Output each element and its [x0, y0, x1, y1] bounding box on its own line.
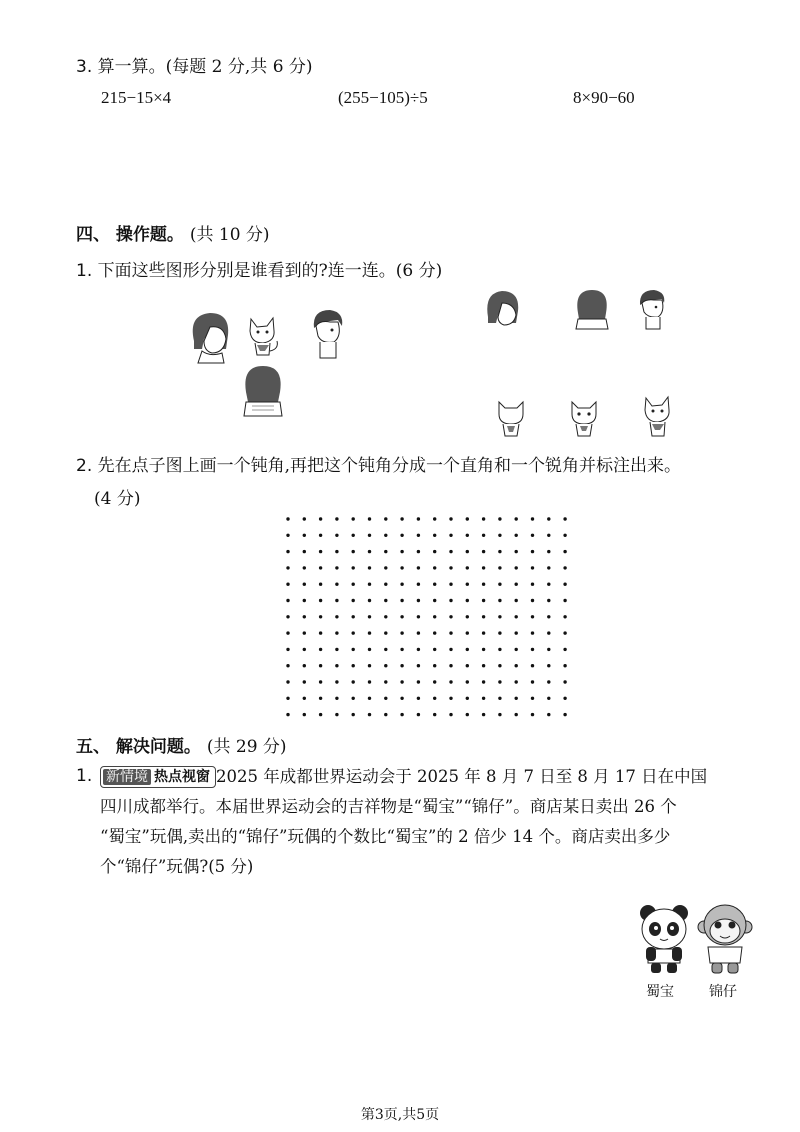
grid-dot[interactable] — [433, 615, 436, 618]
grid-dot[interactable] — [352, 566, 355, 569]
grid-dot[interactable] — [384, 680, 387, 683]
grid-dot[interactable] — [433, 599, 436, 602]
grid-dot[interactable] — [319, 631, 322, 634]
grid-dot[interactable] — [563, 517, 566, 520]
grid-dot[interactable] — [482, 680, 485, 683]
grid-dot[interactable] — [303, 583, 306, 586]
question-number: 3. — [76, 57, 93, 77]
grid-dot[interactable] — [400, 648, 403, 651]
grid-dot[interactable] — [368, 534, 371, 537]
grid-dot[interactable] — [482, 583, 485, 586]
grid-dot[interactable] — [303, 517, 306, 520]
grid-dot[interactable] — [482, 615, 485, 618]
grid-dot[interactable] — [400, 517, 403, 520]
grid-dot[interactable] — [319, 697, 322, 700]
grid-dot[interactable] — [352, 664, 355, 667]
grid-dot[interactable] — [515, 517, 518, 520]
grid-dot[interactable] — [335, 631, 338, 634]
grid-dot[interactable] — [563, 534, 566, 537]
grid-dot[interactable] — [482, 664, 485, 667]
grid-dot[interactable] — [466, 680, 469, 683]
grid-dot[interactable] — [286, 534, 289, 537]
grid-dot[interactable] — [563, 550, 566, 553]
grid-dot[interactable] — [433, 648, 436, 651]
grid-dot[interactable] — [286, 517, 289, 520]
grid-dot[interactable] — [368, 583, 371, 586]
grid-dot[interactable] — [563, 648, 566, 651]
grid-dot[interactable] — [417, 697, 420, 700]
grid-dot[interactable] — [449, 615, 452, 618]
question-line-3: “蜀宝”玩偶,卖出的“锦仔”玩偶的个数比“蜀宝”的 2 倍少 14 个。商店卖出多少 — [100, 827, 671, 846]
grid-dot[interactable] — [466, 631, 469, 634]
expression-3: 8×90−60 — [573, 88, 635, 107]
grid-dot[interactable] — [498, 697, 501, 700]
grid-dot[interactable] — [352, 713, 355, 716]
grid-dot[interactable] — [417, 680, 420, 683]
grid-dot[interactable] — [547, 517, 550, 520]
grid-dot[interactable] — [449, 631, 452, 634]
grid-dot[interactable] — [547, 697, 550, 700]
grid-dot[interactable] — [384, 583, 387, 586]
grid-dot[interactable] — [400, 697, 403, 700]
question-line — [100, 762, 745, 792]
grid-dot[interactable] — [563, 631, 566, 634]
grid-dot[interactable] — [417, 566, 420, 569]
question-number: 1. — [76, 766, 93, 786]
grid-dot[interactable] — [515, 631, 518, 634]
grid-dot[interactable] — [303, 648, 306, 651]
grid-dot[interactable] — [563, 599, 566, 602]
grid-dot[interactable] — [303, 664, 306, 667]
grid-dot[interactable] — [335, 599, 338, 602]
grid-dot[interactable] — [433, 583, 436, 586]
grid-dot[interactable] — [563, 566, 566, 569]
grid-dot[interactable] — [319, 566, 322, 569]
grid-dot[interactable] — [547, 615, 550, 618]
grid-dot[interactable] — [384, 631, 387, 634]
grid-dot[interactable] — [466, 517, 469, 520]
grid-dot[interactable] — [286, 648, 289, 651]
grid-dot[interactable] — [449, 664, 452, 667]
grid-dot[interactable] — [384, 566, 387, 569]
grid-dot[interactable] — [466, 648, 469, 651]
grid-dot[interactable] — [498, 664, 501, 667]
grid-dot[interactable] — [384, 599, 387, 602]
grid-dot[interactable] — [384, 664, 387, 667]
grid-dot[interactable] — [547, 599, 550, 602]
grid-dot[interactable] — [335, 517, 338, 520]
grid-dot[interactable] — [400, 550, 403, 553]
grid-dot[interactable] — [531, 697, 534, 700]
dot-grid[interactable] — [284, 515, 574, 725]
grid-dot[interactable] — [352, 615, 355, 618]
grid-dot[interactable] — [515, 566, 518, 569]
grid-dot[interactable] — [417, 648, 420, 651]
grid-dot[interactable] — [433, 517, 436, 520]
grid-dot[interactable] — [319, 680, 322, 683]
grid-dot[interactable] — [531, 583, 534, 586]
scenario-tag — [100, 766, 216, 788]
grid-dot[interactable] — [368, 697, 371, 700]
grid-dot[interactable] — [547, 534, 550, 537]
section-4-heading — [76, 220, 270, 245]
grid-dot[interactable] — [335, 566, 338, 569]
monkey-mascot-icon — [696, 903, 754, 975]
grid-dot[interactable] — [515, 680, 518, 683]
grid-dot[interactable] — [563, 713, 566, 716]
grid-dot[interactable] — [515, 664, 518, 667]
grid-dot[interactable] — [303, 697, 306, 700]
grid-dot[interactable] — [547, 566, 550, 569]
grid-dot[interactable] — [352, 550, 355, 553]
grid-dot[interactable] — [417, 599, 420, 602]
grid-dot[interactable] — [303, 566, 306, 569]
grid-dot[interactable] — [400, 664, 403, 667]
grid-dot[interactable] — [449, 680, 452, 683]
grid-dot[interactable] — [531, 615, 534, 618]
expression-2: (255−105)÷5 — [338, 88, 428, 107]
grid-dot[interactable] — [417, 631, 420, 634]
grid-dot[interactable] — [531, 566, 534, 569]
grid-dot[interactable] — [482, 697, 485, 700]
grid-dot[interactable] — [449, 713, 452, 716]
grid-dot[interactable] — [417, 583, 420, 586]
grid-dot[interactable] — [482, 599, 485, 602]
grid-dot[interactable] — [319, 664, 322, 667]
grid-dot[interactable] — [352, 534, 355, 537]
section-points: (共 10 分) — [189, 225, 270, 245]
grid-dot[interactable] — [482, 713, 485, 716]
grid-dot[interactable] — [433, 697, 436, 700]
grid-dot[interactable] — [482, 534, 485, 537]
grid-dot[interactable] — [352, 583, 355, 586]
question-text: 算一算。(每题 2 分,共 6 分) — [97, 57, 313, 77]
grid-dot[interactable] — [417, 664, 420, 667]
grid-dot[interactable] — [368, 664, 371, 667]
grid-dot[interactable] — [515, 648, 518, 651]
grid-dot[interactable] — [531, 680, 534, 683]
grid-dot[interactable] — [449, 697, 452, 700]
grid-dot[interactable] — [531, 517, 534, 520]
grid-dot[interactable] — [352, 599, 355, 602]
grid-dot[interactable] — [368, 550, 371, 553]
question-4-1 — [76, 256, 442, 281]
grid-dot[interactable] — [563, 615, 566, 618]
grid-dot[interactable] — [400, 566, 403, 569]
question-3 — [76, 52, 313, 77]
grid-dot[interactable] — [433, 534, 436, 537]
grid-dot[interactable] — [303, 615, 306, 618]
grid-dot[interactable] — [547, 713, 550, 716]
grid-dot[interactable] — [319, 615, 322, 618]
grid-dot[interactable] — [433, 550, 436, 553]
grid-dot[interactable] — [417, 713, 420, 716]
girl-back-view-icon — [572, 287, 612, 331]
grid-dot[interactable] — [466, 583, 469, 586]
grid-dot[interactable] — [286, 713, 289, 716]
grid-dot[interactable] — [433, 680, 436, 683]
grid-dot[interactable] — [319, 583, 322, 586]
grid-dot[interactable] — [286, 697, 289, 700]
grid-dot[interactable] — [449, 648, 452, 651]
question-text: 下面这些图形分别是谁看到的?连一连。(6 分) — [97, 261, 443, 281]
grid-dot[interactable] — [384, 697, 387, 700]
page-footer: 第3页,共5页 — [360, 1107, 440, 1123]
cat-back-view-icon — [493, 396, 529, 440]
girl-back-view-icon — [238, 362, 288, 418]
grid-dot[interactable] — [482, 517, 485, 520]
question-number: 2. — [76, 456, 93, 476]
grid-dot[interactable] — [433, 713, 436, 716]
question-line-2: 四川成都举行。本届世界运动会的吉祥物是“蜀宝”“锦仔”。商店某日卖出 26 个 — [100, 797, 677, 816]
grid-dot[interactable] — [531, 534, 534, 537]
mascot-label-shubao: 蜀宝 — [646, 984, 674, 1000]
grid-dot[interactable] — [482, 566, 485, 569]
grid-dot[interactable] — [286, 680, 289, 683]
grid-dot[interactable] — [319, 550, 322, 553]
grid-dot[interactable] — [433, 631, 436, 634]
grid-dot[interactable] — [352, 631, 355, 634]
grid-dot[interactable] — [368, 631, 371, 634]
question-5-1-text — [100, 762, 745, 882]
grid-dot[interactable] — [286, 599, 289, 602]
grid-dot[interactable] — [466, 664, 469, 667]
grid-dot[interactable] — [319, 713, 322, 716]
grid-dot[interactable] — [352, 648, 355, 651]
grid-dot[interactable] — [563, 697, 566, 700]
mascot-label-jinzai: 锦仔 — [709, 984, 737, 1000]
grid-dot[interactable] — [368, 713, 371, 716]
question-line-1: 2025 年成都世界运动会于 2025 年 8 月 7 日至 8 月 17 日在中国 — [216, 767, 708, 786]
grid-dot[interactable] — [335, 615, 338, 618]
grid-dot[interactable] — [286, 664, 289, 667]
grid-dot[interactable] — [303, 599, 306, 602]
question-text: 先在点子图上画一个钝角,再把这个钝角分成一个直角和一个锐角并标注出来。 — [97, 456, 682, 476]
grid-dot[interactable] — [384, 534, 387, 537]
grid-dot[interactable] — [563, 664, 566, 667]
grid-dot[interactable] — [319, 599, 322, 602]
grid-dot[interactable] — [466, 615, 469, 618]
grid-dot[interactable] — [335, 664, 338, 667]
grid-dot[interactable] — [466, 550, 469, 553]
grid-dot[interactable] — [498, 550, 501, 553]
grid-dot[interactable] — [547, 631, 550, 634]
grid-dot[interactable] — [449, 534, 452, 537]
grid-dot[interactable] — [515, 534, 518, 537]
grid-dot[interactable] — [433, 664, 436, 667]
expression-1: 215−15×4 — [101, 88, 172, 107]
grid-dot[interactable] — [352, 680, 355, 683]
grid-dot[interactable] — [319, 648, 322, 651]
grid-dot[interactable] — [368, 599, 371, 602]
grid-dot[interactable] — [303, 713, 306, 716]
grid-dot[interactable] — [352, 517, 355, 520]
grid-dot[interactable] — [531, 648, 534, 651]
grid-dot[interactable] — [498, 615, 501, 618]
grid-dot[interactable] — [400, 534, 403, 537]
hot-topic-label: 热点视窗 — [154, 769, 210, 785]
grid-dot[interactable] — [368, 566, 371, 569]
grid-dot[interactable] — [531, 664, 534, 667]
grid-dot[interactable] — [384, 713, 387, 716]
grid-dot[interactable] — [498, 566, 501, 569]
grid-dot[interactable] — [449, 550, 452, 553]
grid-dot[interactable] — [531, 550, 534, 553]
boy-side-view-icon — [308, 306, 348, 360]
grid-dot[interactable] — [417, 550, 420, 553]
grid-dot[interactable] — [449, 599, 452, 602]
grid-dot[interactable] — [303, 680, 306, 683]
grid-dot[interactable] — [531, 713, 534, 716]
grid-dot[interactable] — [515, 583, 518, 586]
question-4-2 — [76, 451, 681, 476]
grid-dot[interactable] — [515, 615, 518, 618]
grid-dot[interactable] — [368, 517, 371, 520]
grid-dot[interactable] — [335, 680, 338, 683]
grid-dot[interactable] — [319, 517, 322, 520]
grid-dot[interactable] — [498, 583, 501, 586]
grid-dot[interactable] — [466, 599, 469, 602]
grid-dot[interactable] — [368, 648, 371, 651]
grid-dot[interactable] — [482, 550, 485, 553]
grid-dot[interactable] — [547, 648, 550, 651]
grid-dot[interactable] — [286, 566, 289, 569]
grid-dot[interactable] — [498, 599, 501, 602]
girl-side-view-icon — [180, 305, 240, 365]
grid-dot[interactable] — [466, 713, 469, 716]
grid-dot[interactable] — [286, 550, 289, 553]
grid-dot[interactable] — [400, 713, 403, 716]
section-title: 四、 操作题。 — [76, 225, 184, 245]
grid-dot[interactable] — [515, 550, 518, 553]
cat-side-view-icon — [638, 392, 676, 440]
grid-dot[interactable] — [498, 680, 501, 683]
question-line-4: 个“锦仔”玩偶?(5 分) — [100, 857, 254, 876]
boy-side-view-icon — [636, 287, 668, 331]
grid-dot[interactable] — [449, 583, 452, 586]
grid-dot[interactable] — [303, 631, 306, 634]
grid-dot[interactable] — [449, 517, 452, 520]
grid-dot[interactable] — [303, 550, 306, 553]
grid-dot[interactable] — [368, 615, 371, 618]
grid-dot[interactable] — [563, 583, 566, 586]
section-points: (共 29 分) — [206, 737, 287, 757]
grid-dot[interactable] — [352, 697, 355, 700]
grid-dot[interactable] — [449, 566, 452, 569]
grid-dot[interactable] — [515, 599, 518, 602]
grid-dot[interactable] — [563, 680, 566, 683]
grid-dot[interactable] — [384, 550, 387, 553]
new-scenario-label: 新情境 — [103, 769, 151, 785]
grid-dot[interactable] — [286, 583, 289, 586]
grid-dot[interactable] — [286, 631, 289, 634]
grid-dot[interactable] — [335, 697, 338, 700]
grid-dot[interactable] — [400, 583, 403, 586]
grid-dot[interactable] — [400, 599, 403, 602]
grid-dot[interactable] — [400, 680, 403, 683]
grid-dot[interactable] — [547, 680, 550, 683]
grid-dot[interactable] — [547, 550, 550, 553]
grid-dot[interactable] — [498, 517, 501, 520]
grid-dot[interactable] — [335, 648, 338, 651]
grid-dot[interactable] — [417, 615, 420, 618]
grid-dot[interactable] — [417, 534, 420, 537]
grid-dot[interactable] — [466, 697, 469, 700]
cat-side-view-icon — [243, 313, 281, 359]
grid-dot[interactable] — [515, 713, 518, 716]
grid-dot[interactable] — [335, 583, 338, 586]
grid-dot[interactable] — [384, 615, 387, 618]
grid-dot[interactable] — [466, 566, 469, 569]
question-points: (4 分) — [94, 489, 141, 509]
grid-dot[interactable] — [417, 517, 420, 520]
grid-dot[interactable] — [303, 534, 306, 537]
grid-dot[interactable] — [286, 615, 289, 618]
grid-dot[interactable] — [498, 534, 501, 537]
question-number: 1. — [76, 261, 93, 281]
grid-dot[interactable] — [368, 680, 371, 683]
grid-dot[interactable] — [335, 550, 338, 553]
grid-dot[interactable] — [400, 631, 403, 634]
grid-dot[interactable] — [482, 631, 485, 634]
section-5-heading — [76, 732, 287, 757]
grid-dot[interactable] — [384, 517, 387, 520]
grid-dot[interactable] — [384, 648, 387, 651]
grid-dot[interactable] — [400, 615, 403, 618]
section-title: 五、 解决问题。 — [76, 737, 201, 757]
grid-dot[interactable] — [335, 534, 338, 537]
grid-dot[interactable] — [498, 648, 501, 651]
grid-dot[interactable] — [433, 566, 436, 569]
cat-front-view-icon — [566, 396, 602, 440]
grid-dot[interactable] — [547, 664, 550, 667]
grid-dot[interactable] — [498, 631, 501, 634]
grid-dot[interactable] — [482, 648, 485, 651]
girl-side-view-icon — [480, 287, 524, 331]
grid-dot[interactable] — [531, 599, 534, 602]
grid-dot[interactable] — [466, 534, 469, 537]
grid-dot[interactable] — [335, 713, 338, 716]
panda-mascot-icon — [638, 903, 690, 975]
grid-dot[interactable] — [319, 534, 322, 537]
grid-dot[interactable] — [547, 583, 550, 586]
grid-dot[interactable] — [498, 713, 501, 716]
grid-dot[interactable] — [515, 697, 518, 700]
grid-dot[interactable] — [531, 631, 534, 634]
